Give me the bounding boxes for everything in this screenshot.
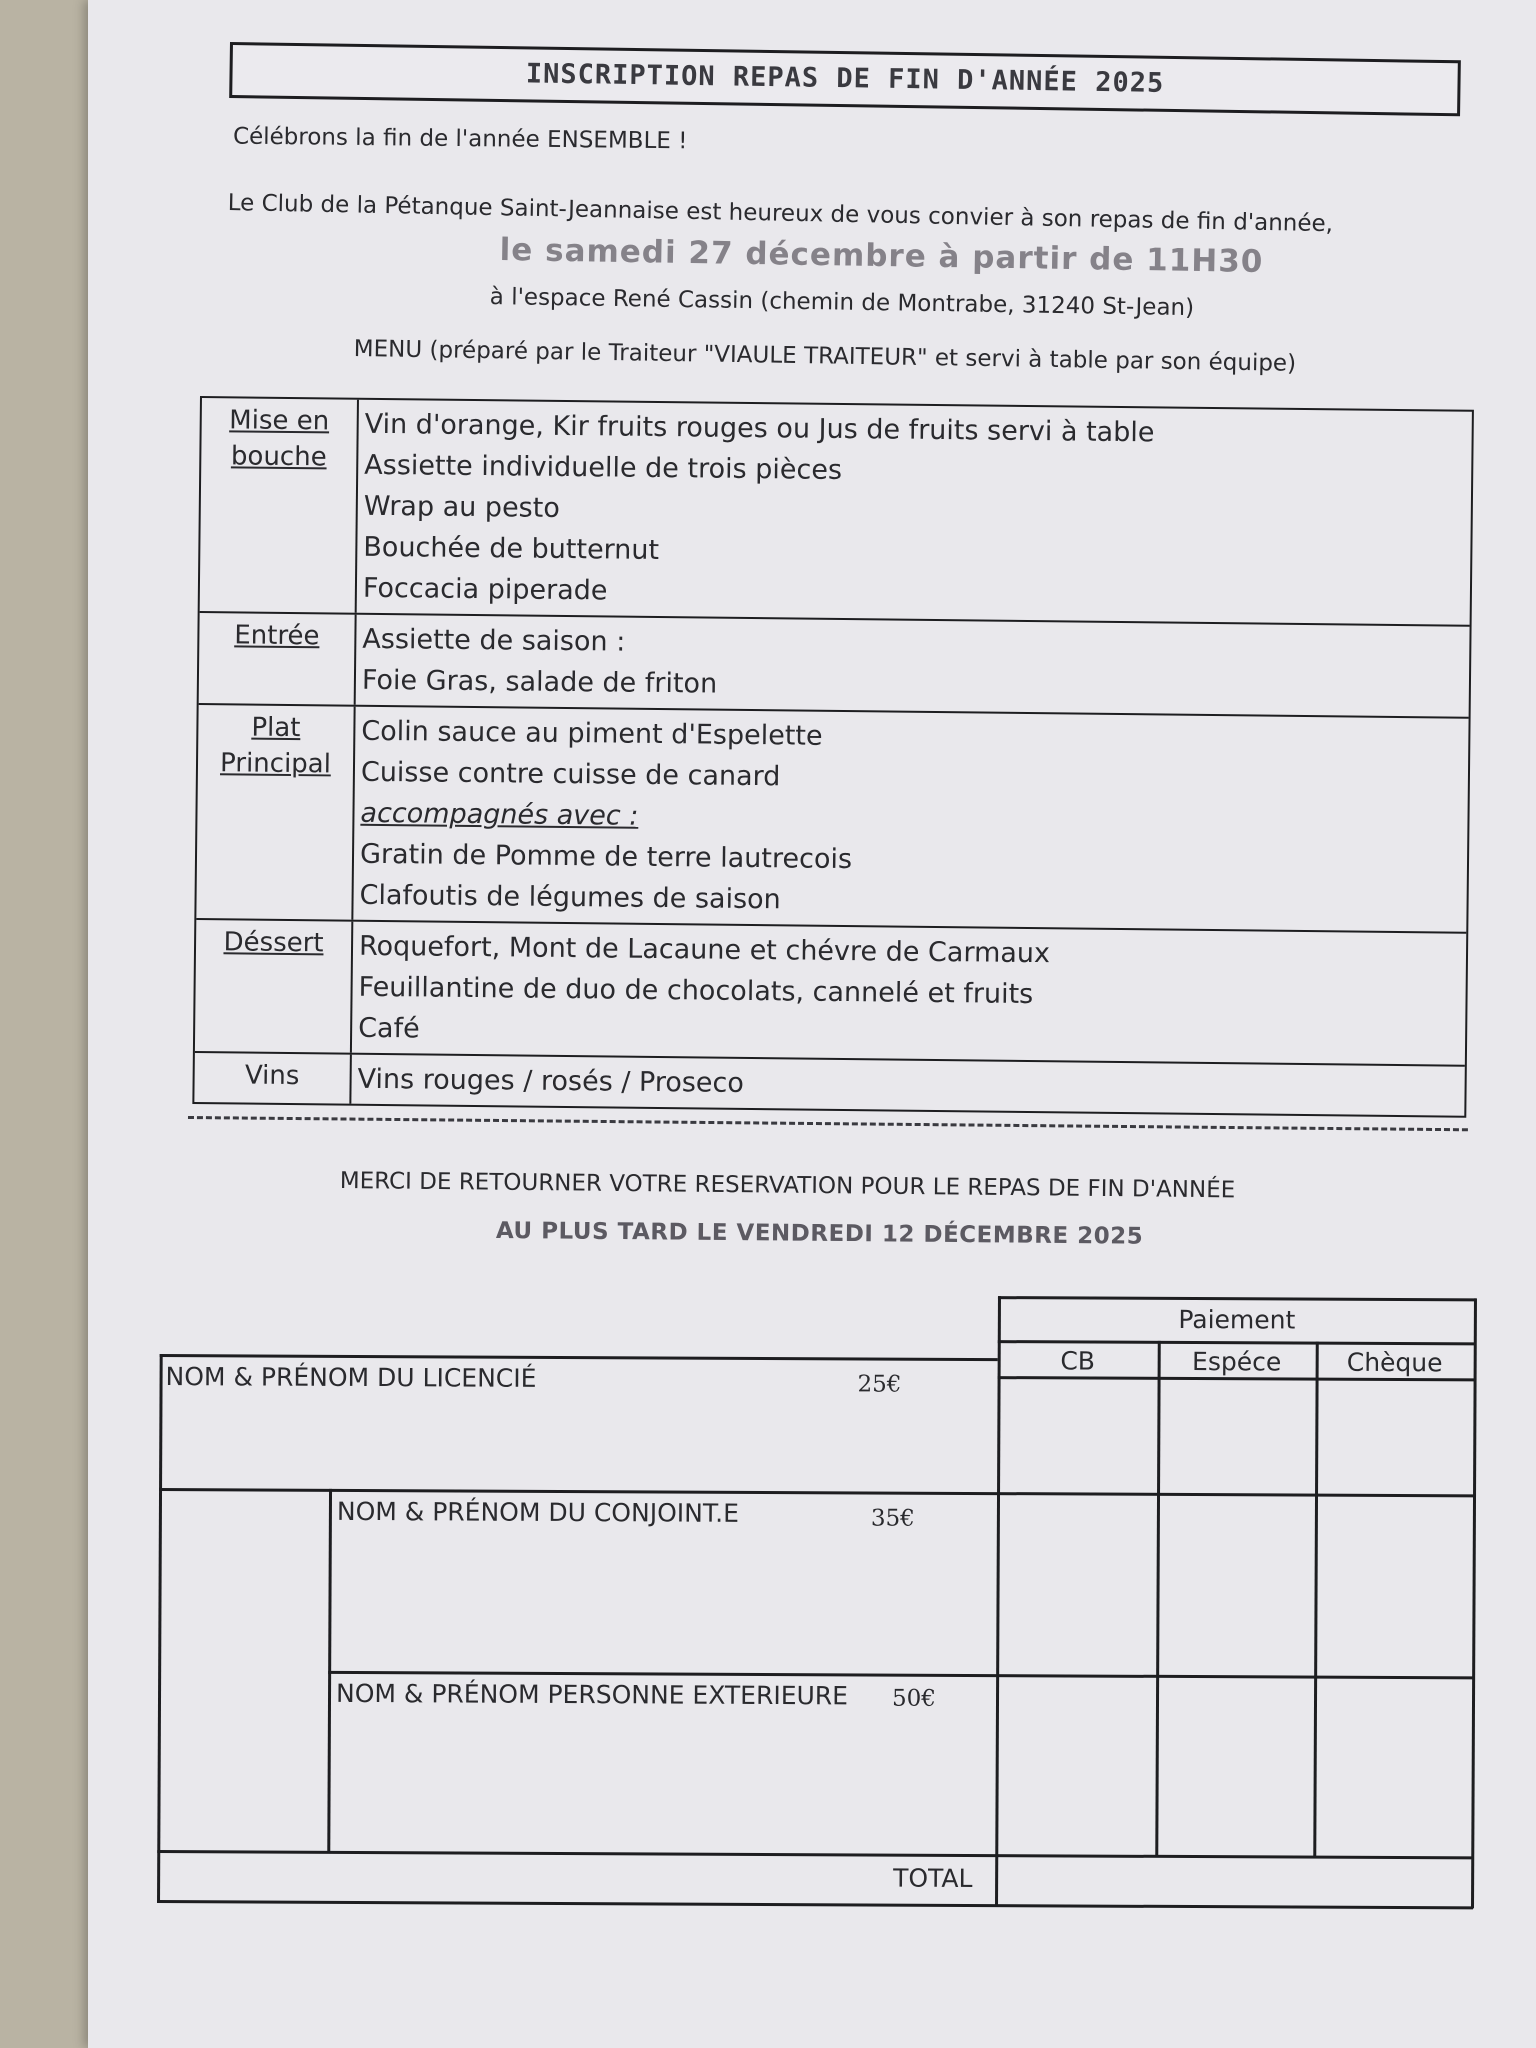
menu-item: Feuillantine de duo de chocolats, cannelé et fruits (358, 971, 1034, 1011)
page-title: INSCRIPTION REPAS DE FIN D'ANNÉE 2025 (229, 42, 1461, 116)
menu-section-mise-en-bouche (200, 398, 1472, 625)
menu-item: Assiette de saison : (362, 623, 626, 658)
menu-item: Foccacia piperade (362, 572, 608, 607)
menu-item: Cuisse contre cuisse de canard (360, 756, 781, 793)
menu-item: Gratin de Pomme de terre lautrecois (359, 838, 853, 876)
grid-line (995, 1296, 1000, 1906)
menu-item: Assiette individuelle de trois pièces (364, 449, 843, 486)
menu-section-entree (199, 611, 1470, 717)
payment-cheque: Chèque (1346, 1347, 1443, 1378)
grid-line (157, 1850, 1473, 1859)
menu-item: Wrap au pesto (363, 490, 560, 524)
menu-item: Foie Gras, salade de friton (361, 664, 718, 700)
menu-category: Entrée (199, 613, 357, 705)
menu-item: Vin d'orange, Kir fruits rouges ou Jus de fruits servi à table (364, 408, 1155, 449)
menu-category: Déssert (195, 920, 353, 1053)
return-notice: MERCI DE RETOURNER VOTRE RESERVATION POUR LE REPAS DE FIN D'ANNÉE (339, 1168, 1236, 1204)
menu-items (357, 400, 1472, 625)
menu-heading: MENU (préparé par le Traiteur "VIAULE TRAITEUR" et servi à table par son équipe) (353, 336, 1297, 377)
menu-item: Vins rouges / rosés / Proseco (357, 1063, 745, 1099)
menu-item-note: accompagnés avec : (360, 797, 639, 832)
row-price-exterieure: 50€ (891, 1685, 936, 1712)
menu-item: Clafoutis de légumes de saison (359, 879, 781, 916)
menu-items (351, 1055, 1464, 1116)
menu-section-plat-principal (196, 703, 1468, 932)
payment-cb: CB (1060, 1346, 1096, 1376)
grid-line (998, 1340, 1476, 1345)
row-label-conjoint: NOM & PRÉNOM DU CONJOINT.E (336, 1496, 739, 1528)
registration-form (157, 1292, 1478, 1908)
menu-section-dessert (195, 918, 1466, 1065)
row-price-conjoint: 35€ (870, 1505, 915, 1532)
grid-line (160, 1354, 998, 1361)
row-label-exterieure: NOM & PRÉNOM PERSONNE EXTERIEURE (335, 1678, 849, 1711)
invitation-text: Le Club de la Pétanque Saint-Jeannaise est heureux de vous convier à son repas de fin d'année, (227, 190, 1334, 238)
menu-items (353, 707, 1468, 932)
row-label-licencie: NOM & PRÉNOM DU LICENCIÉ (165, 1362, 537, 1393)
row-price-licencie: 25€ (857, 1371, 902, 1398)
grid-line (328, 1671, 1474, 1679)
event-location: à l'espace René Cassin (chemin de Montrabe, 31240 St-Jean) (489, 284, 1195, 322)
menu-category: Mise en bouche (200, 398, 359, 613)
total-label: TOTAL (893, 1863, 973, 1893)
menu-item: Colin sauce au piment d'Espelette (361, 715, 823, 752)
menu-items (352, 922, 1466, 1065)
payment-espece: Espéce (1191, 1347, 1282, 1377)
return-deadline: AU PLUS TARD LE VENDREDI 12 DÉCEMBRE 2025 (495, 1218, 1144, 1250)
payment-header: Paiement (1178, 1304, 1296, 1335)
menu-items (356, 615, 1470, 717)
greeting-text: Célébrons la fin de l'année ENSEMBLE ! (232, 123, 688, 155)
grid-line (1313, 1342, 1318, 1858)
menu-category: Vins (194, 1053, 352, 1104)
menu-item: Bouchée de butternut (363, 531, 660, 566)
menu-item: Café (358, 1012, 420, 1045)
menu-category: Plat Principal (196, 705, 355, 920)
grid-line (159, 1488, 1475, 1497)
event-date: le samedi 27 décembre à partir de 11H30 (499, 232, 1264, 280)
menu-item: Roquefort, Mont de Lacaune et chévre de Carmaux (358, 930, 1051, 970)
grid-line (1155, 1341, 1160, 1857)
menu-table (192, 396, 1474, 1118)
